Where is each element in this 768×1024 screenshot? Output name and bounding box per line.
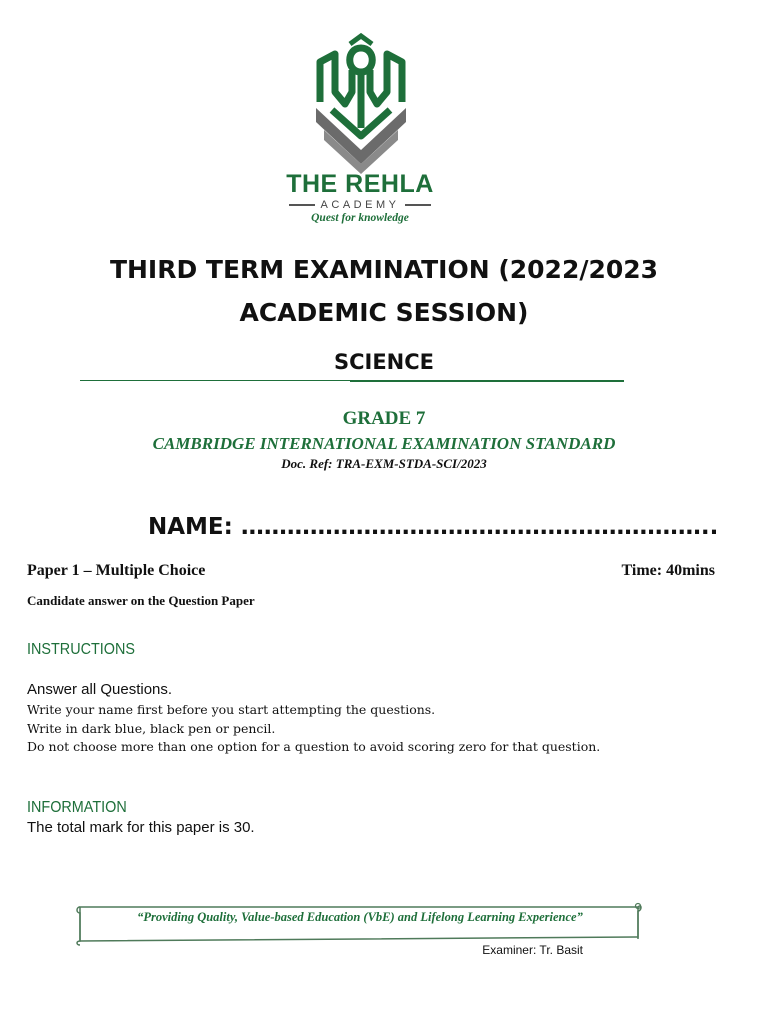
instructions-heading: INSTRUCTIONS — [27, 641, 135, 658]
information-heading: INFORMATION — [27, 799, 127, 816]
brand-rule-right — [405, 204, 431, 206]
subject-underline-left — [80, 380, 352, 381]
instruction-item: Do not choose more than one option for a question to avoid scoring zero for that question. — [27, 739, 601, 754]
brand-tagline: Quest for knowledge — [311, 212, 409, 224]
exam-title: THIRD TERM EXAMINATION (2022/2023 ACADEMIC SESSION) — [109, 255, 659, 327]
instruction-item: Write your name first before you start attempting the questions. — [27, 702, 436, 717]
brand-academy-row — [270, 197, 450, 213]
answer-all-instruction: Answer all Questions. — [27, 681, 173, 698]
paper-title: Paper 1 – Multiple Choice — [27, 562, 206, 579]
time-allowed: Time: 40mins — [621, 562, 715, 579]
instruction-list — [27, 701, 600, 757]
brand-name: THE REHLA — [286, 170, 434, 198]
brand-rule-left — [289, 204, 315, 206]
candidate-name-field[interactable]: NAME: …………………………………………………….. — [148, 514, 719, 540]
subject-title: SCIENCE — [333, 350, 435, 374]
document-reference: Doc. Ref: TRA-EXM-STDA-SCI/2023 — [281, 456, 487, 471]
instruction-item: Write in dark blue, black pen or pencil. — [27, 720, 276, 736]
grade-label: GRADE 7 — [342, 408, 426, 429]
subject-underline-right — [350, 380, 624, 382]
total-mark-text: The total mark for this paper is 30. — [27, 819, 255, 836]
monogram-top-accent — [350, 36, 372, 44]
candidate-note: Candidate answer on the Question Paper — [27, 593, 255, 608]
exam-standard: CAMBRIDGE INTERNATIONAL EXAMINATION STANDARD — [152, 434, 616, 453]
brand-academy-label: ACADEMY — [320, 199, 400, 211]
school-motto: “Providing Quality, Value-based Education (VbE) and Lifelong Learning Experience” — [137, 910, 583, 924]
examiner-credit: Examiner: Tr. Basit — [482, 943, 583, 957]
